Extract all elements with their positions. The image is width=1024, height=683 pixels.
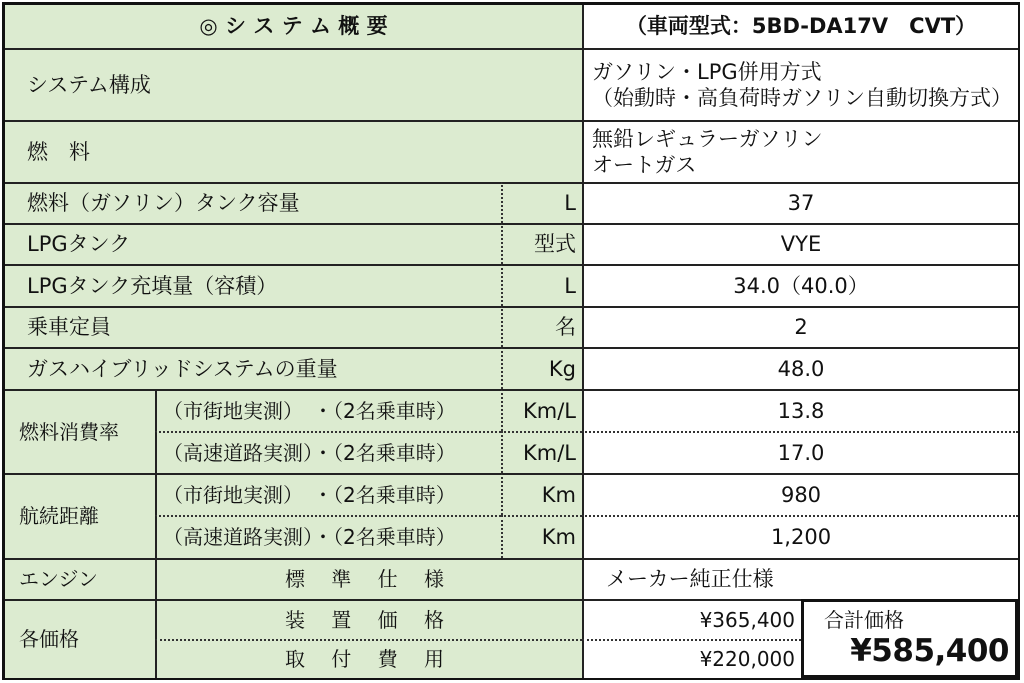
engine-value: メーカー純正仕様 — [582, 558, 1018, 599]
install-cost-value: ¥220,000 — [582, 639, 801, 678]
total-price-box — [801, 599, 1018, 678]
engine-label: エンジン — [5, 558, 155, 599]
range-city-condition: （市街地実測） ・（2名乗車時） — [155, 473, 501, 515]
lpg-fill-label: LPGタンク充填量（容積） — [5, 264, 501, 306]
fuel-consumption-city-condition: （市街地実測） ・（2名乗車時） — [155, 389, 501, 431]
fuel-consumption-highway-condition: （高速道路実測）・（2名乗車時） — [155, 431, 501, 473]
lpg-tank-label: LPGタンク — [5, 223, 501, 264]
total-price-label: 合計価格 — [824, 608, 904, 632]
engine-spec: 標 準 仕 様 — [155, 558, 582, 599]
fuel-consumption-highway-value: 17.0 — [582, 431, 1018, 473]
fuel-consumption-label: 燃料消費率 — [5, 389, 155, 473]
range-highway-unit: Km — [501, 515, 582, 558]
gasoline-tank-label: 燃料（ガソリン）タンク容量 — [5, 182, 501, 223]
vehicle-model: （車両型式：5BD-DA17V CVT） — [582, 5, 1018, 48]
range-highway-condition: （高速道路実測）・（2名乗車時） — [155, 515, 501, 558]
lpg-fill-value: 34.0（40.0） — [582, 264, 1018, 306]
range-label: 航続距離 — [5, 473, 155, 558]
table-title: ◎ シ ス テ ム 概 要 — [5, 5, 582, 48]
lpg-tank-value: VYE — [582, 223, 1018, 264]
total-price-value: ¥585,400 — [850, 633, 1009, 670]
spec-table — [2, 2, 1020, 680]
range-highway-value: 1,200 — [582, 515, 1018, 558]
capacity-label: 乗車定員 — [5, 306, 501, 347]
system-config-value — [582, 48, 1018, 120]
fuel-label: 燃 料 — [5, 120, 582, 182]
system-config-line2: （始動時・高負荷時ガソリン自動切換方式） — [592, 86, 1012, 110]
device-price-value: ¥365,400 — [582, 599, 801, 639]
fuel-consumption-city-unit: Km/L — [501, 389, 582, 431]
system-weight-label: ガスハイブリッドシステムの重量 — [5, 347, 501, 389]
price-label: 各価格 — [5, 599, 155, 678]
fuel-consumption-city-value: 13.8 — [582, 389, 1018, 431]
range-city-value: 980 — [582, 473, 1018, 515]
lpg-fill-unit: L — [501, 264, 582, 306]
system-config-line1: ガソリン・LPG併用方式 — [592, 59, 822, 84]
system-weight-unit: Kg — [501, 347, 582, 389]
range-city-unit: Km — [501, 473, 582, 515]
fuel-line2: オートガス — [592, 153, 697, 177]
system-config-label: システム構成 — [5, 48, 582, 120]
capacity-unit: 名 — [501, 306, 582, 347]
system-weight-value: 48.0 — [582, 347, 1018, 389]
install-cost-label: 取 付 費 用 — [155, 639, 582, 678]
lpg-tank-unit: 型式 — [501, 223, 582, 264]
capacity-value: 2 — [582, 306, 1018, 347]
fuel-consumption-highway-unit: Km/L — [501, 431, 582, 473]
device-price-label: 装 置 価 格 — [155, 599, 582, 639]
fuel-value — [582, 120, 1018, 182]
gasoline-tank-value: 37 — [582, 182, 1018, 223]
gasoline-tank-unit: L — [501, 182, 582, 223]
fuel-line1: 無鉛レギュラーガソリン — [592, 126, 823, 151]
